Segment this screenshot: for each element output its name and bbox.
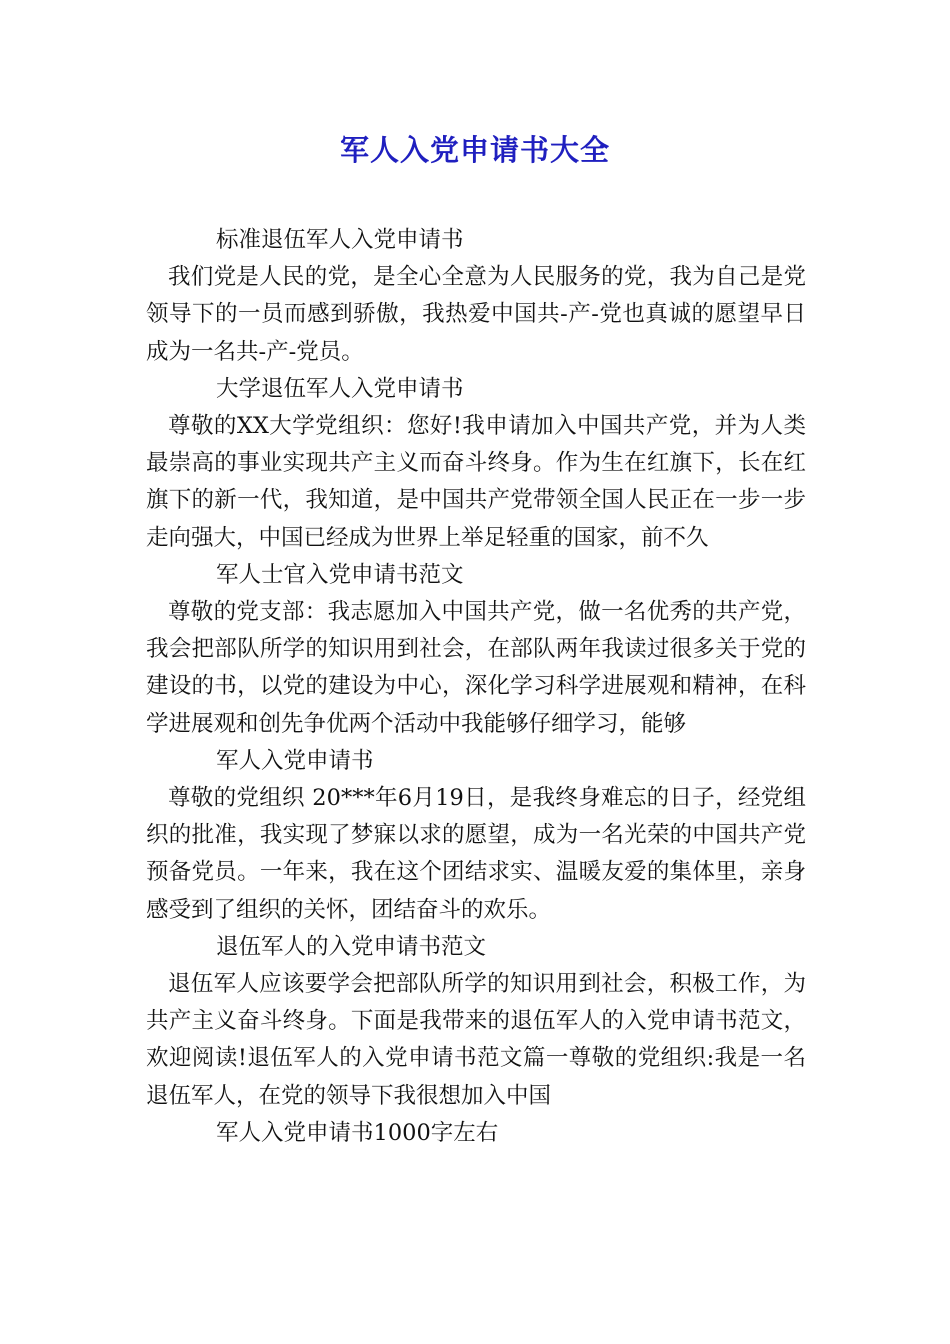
section-heading: 退伍军人的入党申请书范文 xyxy=(216,933,487,960)
section-heading: 标准退伍军人入党申请书 xyxy=(216,227,464,253)
section-paragraph: 我们党是人民的党，是全心全意为人民服务的党，我为自己是党领导下的一员而感到骄傲，我热爱中国共-产-党也真诚的愿望早日成为一名共-产-党员。 xyxy=(146,264,806,365)
document-body xyxy=(146,222,806,1152)
section-heading: 军人入党申请书1000字左右 xyxy=(216,1119,499,1146)
section-heading: 军人入党申请书 xyxy=(216,747,374,774)
document-title: 军人入党申请书大全 xyxy=(339,133,610,167)
section-heading: 军人士官入党申请书范文 xyxy=(216,561,464,588)
section-heading: 大学退伍军人入党申请书 xyxy=(216,375,464,402)
section-paragraph: 退伍军人应该要学会把部队所学的知识用到社会，积极工作，为共产主义奋斗终身。下面是我带来的退伍军人的入党申请书范文，欢迎阅读!退伍军人的入党申请书范文篇一尊敬的党组织:我是一名退伍军人，在党的领导下我很想加入中国 xyxy=(146,971,806,1109)
section-paragraph: 尊敬的党支部：我志愿加入中国共产党，做一名优秀的共产党，我会把部队所学的知识用到社会，在部队两年我读过很多关于党的建设的书，以党的建设为中心，深化学习科学进展观和精神，在科学进展观和创先争优两个活动中我能够仔细学习，能够 xyxy=(146,599,806,737)
section-paragraph: 尊敬的党组织 20***年6月19日，是我终身难忘的日子，经党组织的批准，我实现了梦寐以求的愿望，成为一名光荣的中国共产党预备党员。一年来，我在这个团结求实、温暖友爱的集体里，亲身感受到了组织的关怀，团结奋斗的欢乐。 xyxy=(146,785,806,923)
section-paragraph: 尊敬的XX大学党组织：您好!我申请加入中国共产党，并为人类最崇高的事业实现共产主义而奋斗终身。作为生在红旗下，长在红旗下的新一代，我知道，是中国共产党带领全国人民正在一步一步走向强大，中国已经成为世界上举足轻重的国家，前不久 xyxy=(146,413,806,551)
